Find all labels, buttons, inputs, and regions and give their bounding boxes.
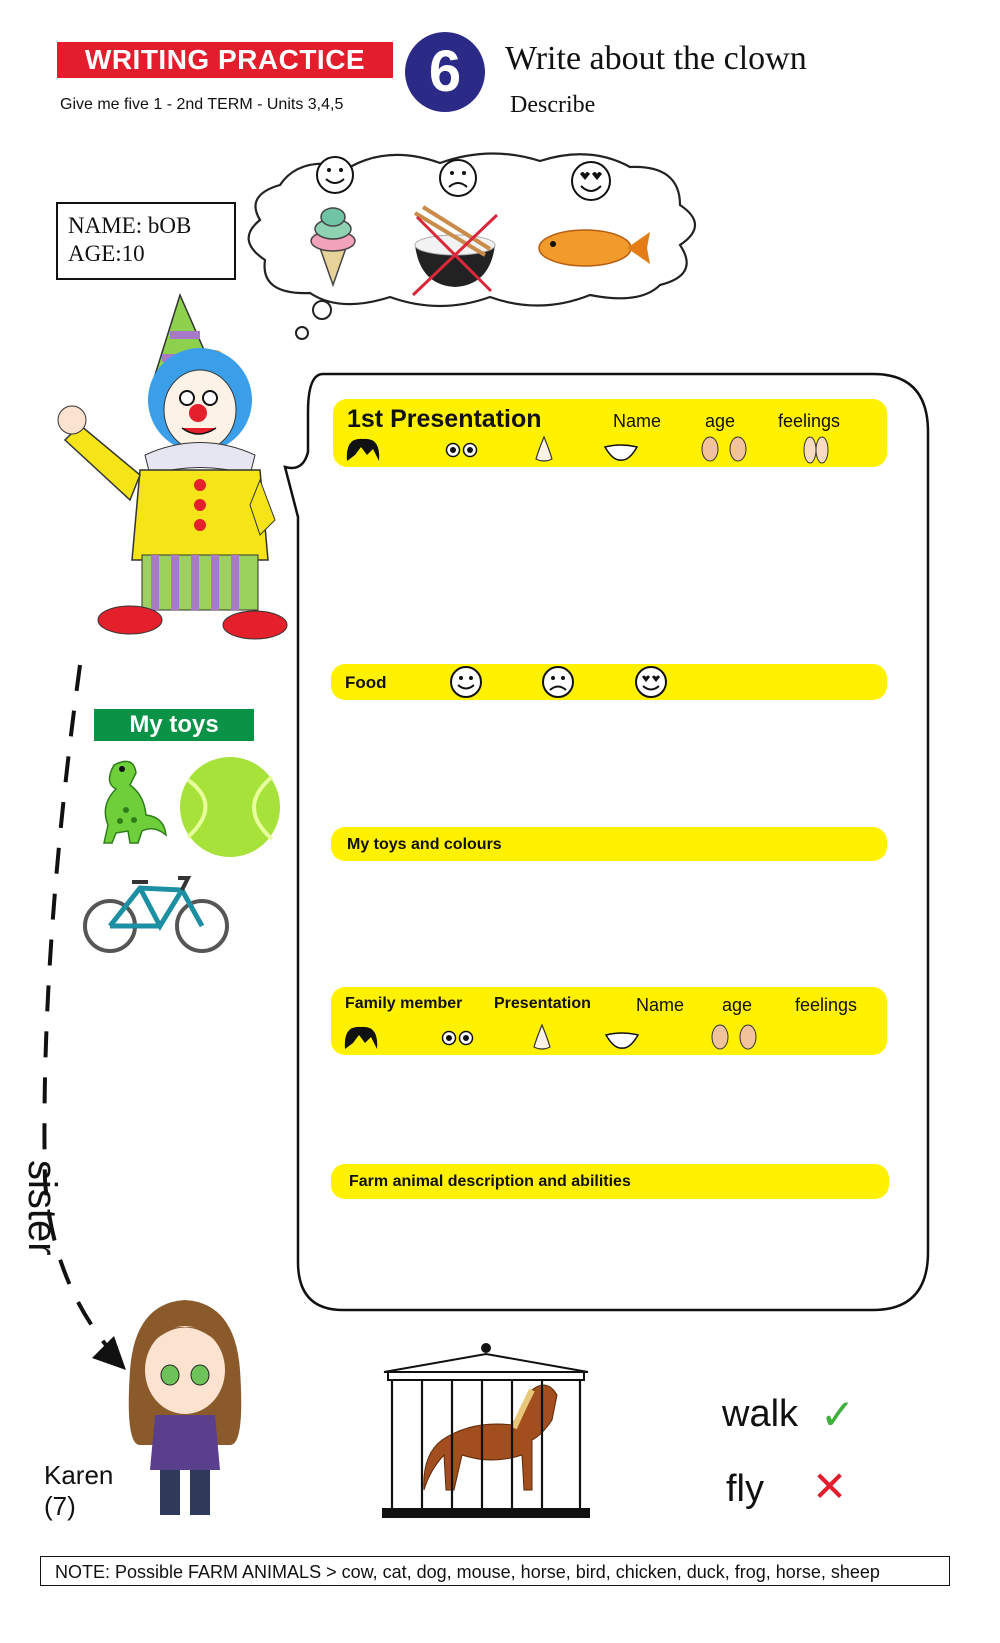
mouth-icon xyxy=(604,1031,640,1049)
feet-icon xyxy=(801,433,831,465)
section-title-2: Presentation xyxy=(494,995,591,1012)
label-feelings: feelings xyxy=(795,995,858,1015)
ability-fly: fly xyxy=(726,1468,764,1510)
rice-bowl-crossed-icon xyxy=(405,205,505,297)
section-title: 1st Presentation xyxy=(347,405,542,433)
exercise-number-badge: 6 xyxy=(405,32,485,112)
fish-icon xyxy=(535,222,650,274)
section-farm-animal xyxy=(331,1164,889,1199)
section-title: Family member xyxy=(345,995,463,1012)
nose-icon xyxy=(531,1023,553,1051)
label-age: age xyxy=(722,995,753,1015)
love-face-icon xyxy=(570,160,612,202)
hair-icon xyxy=(343,1023,379,1051)
sister-name: Karen xyxy=(44,1460,114,1490)
love-face-icon xyxy=(634,665,668,699)
nose-icon xyxy=(533,435,555,463)
page-subtitle: Describe xyxy=(510,92,596,118)
sister-arrow xyxy=(30,660,140,1390)
sad-face-icon xyxy=(438,158,478,198)
section-title: My toys and colours xyxy=(347,836,502,853)
happy-face-icon xyxy=(449,665,483,699)
hair-icon xyxy=(345,435,381,463)
sister-info xyxy=(44,1460,113,1522)
section-food xyxy=(331,664,887,700)
ears-icon xyxy=(698,435,750,463)
clown-illustration xyxy=(50,290,290,660)
ability-walk: walk xyxy=(722,1393,799,1435)
note-farm-animals: NOTE: Possible FARM ANIMALS > cow, cat, dog, mouse, horse, bird, chicken, duck, frog, horse, sheep xyxy=(40,1556,950,1586)
sister-label: sister xyxy=(20,1160,64,1256)
unit-subtitle: Give me five 1 - 2nd TERM - Units 3,4,5 xyxy=(60,96,344,113)
label-name: Name xyxy=(636,995,685,1015)
sister-age: (7) xyxy=(44,1491,76,1521)
section-family-member xyxy=(331,987,887,1055)
mouth-icon xyxy=(603,443,639,461)
cross-icon: ✕ xyxy=(812,1463,848,1510)
ears-icon xyxy=(708,1023,760,1051)
writing-practice-banner: WRITING PRACTICE xyxy=(57,42,393,78)
happy-face-icon xyxy=(315,155,355,195)
sister-karen-illustration xyxy=(120,1295,250,1520)
section-first-presentation xyxy=(333,399,887,467)
section-title: Farm animal description and abilities xyxy=(349,1173,631,1190)
label-name: Name xyxy=(613,411,662,431)
label-feelings: feelings xyxy=(778,411,841,431)
my-toys-label: My toys xyxy=(94,709,254,741)
sad-face-icon xyxy=(541,665,575,699)
page-title: Write about the clown xyxy=(505,40,807,77)
eyes-icon xyxy=(445,442,479,458)
ice-cream-icon xyxy=(305,205,361,287)
check-icon: ✓ xyxy=(820,1391,856,1438)
label-age: age xyxy=(705,411,736,431)
tennis-ball-icon xyxy=(178,755,282,859)
clown-id-box xyxy=(56,202,236,280)
section-toys-colours xyxy=(331,827,887,861)
eyes-icon xyxy=(441,1030,475,1046)
section-title: Food xyxy=(345,673,387,692)
horse-cage-illustration xyxy=(382,1340,590,1520)
clown-age: AGE:10 xyxy=(68,241,145,266)
clown-name: NAME: bOB xyxy=(68,213,192,238)
